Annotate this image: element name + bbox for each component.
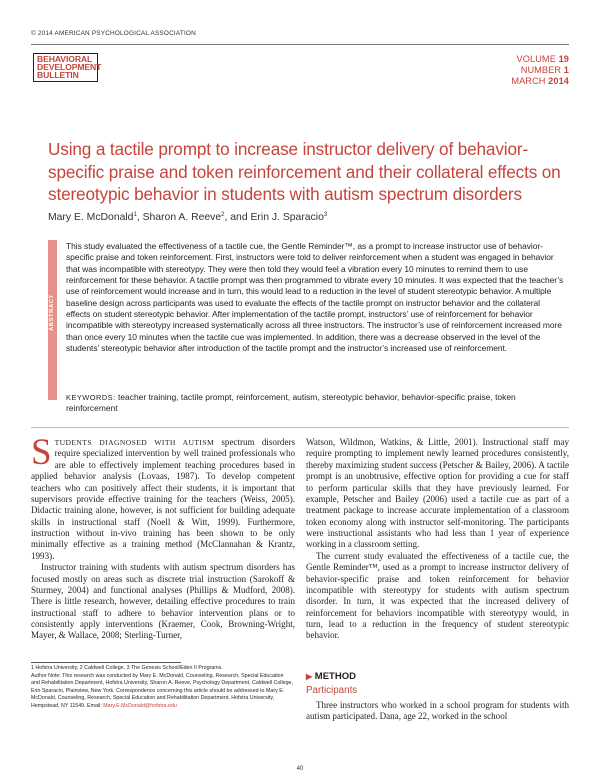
section-rule: [31, 427, 569, 428]
participants-heading: Participants: [306, 685, 358, 696]
footnote-rule: [31, 662, 181, 663]
affiliations-note: 1 Hofstra University, 2 Caldwell College, 3 The Genesis School/Eden II Programs.: [31, 665, 223, 671]
author-affiliation: 3: [323, 212, 328, 218]
method-heading: [306, 671, 356, 682]
author-list: [48, 212, 327, 223]
issue-number: 1: [563, 65, 569, 75]
number-line: [511, 65, 569, 76]
paragraph: The current study evaluated the effectiveness of a tactile cue, the Gentle Reminder™, used as a prompt to increase instructor delivery of behavior-specific praise and token reinforcement for behavior incompatible with stereotypy for students with autism spectrum disorder. In turn, it was expected that the increased delivery of reinforcement for behaviors incompatible with stereotypy would, in turn, lead to a reduction in the frequency of student stereotypic behavior.: [306, 550, 569, 641]
volume-label: VOLUME: [516, 54, 559, 64]
logo-line-2: DEVELOPMENT: [37, 62, 102, 73]
volume-line: [511, 54, 569, 65]
abstract-label: ABSTRACT: [49, 294, 55, 331]
keywords-list: teacher training, tactile prompt, reinforcement, autism, stereotypic behavior, behavior-specific praise, token reinforcement: [66, 392, 516, 414]
method-heading-text: METHOD: [314, 671, 356, 682]
author-name: Mary E. McDonald: [48, 212, 134, 223]
author-note: [31, 673, 293, 711]
issue-year: 2014: [548, 76, 569, 86]
author-name: Sharon A. Reeve: [142, 212, 222, 223]
author-name: Erin J. Sparacio: [250, 212, 324, 223]
issue-month: MARCH: [511, 76, 549, 86]
section-triangle-icon: ▶: [306, 672, 313, 681]
keywords: [66, 392, 566, 415]
body-column-left: [31, 432, 295, 642]
volume-number: 19: [558, 54, 569, 64]
copyright-notice: © 2014 AMERICAN PSYCHOLOGICAL ASSOCIATION: [31, 30, 196, 37]
abstract-text: This study evaluated the effectiveness of a tactile cue, the Gentle Reminder™, as a prompt to increase instructor use of behavior-specific praise and token reinforcement. First, instructors were told to deliver reinforcement when a student was engaged in behavior that was incompatible with stereotypy. They were then told they would feel a vibration every 10 minutes to remind them to use reinforcement for these behavior. A tactile prompt was then programmed to vibrate every 10 minutes. It was expected that the teacher’s use of reinforcement would increase and in turn, this would lead to a reduction in the level of student stereotypic behavior. A multiple baseline design across participants was used to evaluate the effects of the tactile prompt on instructor behavior and the collateral effects on student stereotypic behavior. After implementation of the tactile prompt, instructors’ use of reinforcement for behavior incompatible with stereotypy increased systematically across all three instructors. The instructor’s use of reinforcement increased more than once every 10 minutes when the tactile cue was implemented. In addition, there was a decrease observed in the level of the students’ stereotypic behavior after introduction of the tactile prompt and the instructor’s increased use of reinforcement.: [66, 241, 564, 354]
journal-logo: [33, 53, 102, 82]
email-link[interactable]: Mary.E.McDonald@hofstra.edu: [103, 702, 177, 709]
paragraph: Three instructors who worked in a school program for students with autism participated. Dana, age 22, worked in the school: [306, 700, 569, 722]
author-affiliation: 2: [221, 212, 225, 218]
issue-info: [511, 54, 569, 87]
page-number: 40: [296, 766, 304, 772]
author-note-text: Author Note: This research was conducted by Mary E. McDonald, Counseling, Research, Special Education and Rehabilitation Department, Hofstra University, Sharon A. Reeve, Psychology Department, Caldwell College, Erin Sparacio, Plainview, New York. Correspondence concerning this article should be addressed to Mary E. McDonald, Counseling, Research, Special Education and Rehabilitation Department, Hofstra University, Hempstead, NY 11549. Email:: [31, 672, 293, 709]
keywords-label: KEYWORDS:: [66, 393, 116, 402]
participants-paragraph: [306, 700, 569, 723]
author-separator: ,: [136, 212, 143, 223]
body-column-right: [306, 437, 569, 642]
author-separator: , and: [224, 212, 251, 223]
paragraph-text: spectrum disorders require specialized intervention by well trained professionals who are able to effectively implement teaching procedures based in applied behavior analysis (Lovaas, 1987). To develop competent teachers who can positively affect their students, it is important that supervisors provide effective training for the teachers (Weiss, 2005). Didactic training alone, however, is not sufficient for building adequate skills in instructional staff (Noell & Witt, 1999). Furthermore, instruction without in-vivo training has been shown to be only minimally effective as a training method (McClannahan & Krantz, 1993).: [31, 437, 295, 561]
header-rule: [31, 44, 569, 45]
article-title: Using a tactile prompt to increase instructor delivery of behavior-specific praise and token reinforcement and their collateral effects on stereotypic behavior in students with autism spectrum disorders: [48, 139, 561, 204]
lead-in-smallcaps: TUDENTS DIAGNOSED WITH AUTISM: [54, 438, 215, 447]
number-label: NUMBER: [520, 65, 564, 75]
paragraph: [31, 432, 295, 562]
logo-line-3: BULLETIN: [37, 70, 79, 81]
paragraph: Watson, Wildmon, Watkins, & Little, 2001). Instructional staff may require prompting to implement newly learned procedures consistently, thereby maximizing student success (Petscher & Bailey, 2006). A tactile prompt is an unobtrusive, effective option for providing a cue for staff to perform particular skills that they have previously learned. For example, Petscher and Bailey (2006) used a tactile cue as part of a treatment package to increase accurate implementation of a classroom token economy along with instructor self-monitoring. The participants were instructional assistants who had less than 1 year of experience working in a classroom setting.: [306, 437, 569, 550]
author-affiliation: 1: [133, 212, 137, 218]
logo-line-1: BEHAVIORAL: [37, 54, 93, 64]
footnotes: [31, 665, 293, 711]
paragraph: Instructor training with students with autism spectrum disorders has focused mostly on areas such as discrete trial instruction (Sarokoff & Sturmey, 2004) and functional analyses (Phillips & Mudford, 2008). There is little research, however, detailing effective procedures to train instructional staff to adhere to behavior intervention plans or to consistently apply interventions (Kraemer, Cook, Browning-Wright, Mayer, & Wallace, 2008; Sterling-Turner,: [31, 562, 295, 641]
date-line: [511, 76, 569, 87]
drop-cap: S: [31, 432, 52, 473]
